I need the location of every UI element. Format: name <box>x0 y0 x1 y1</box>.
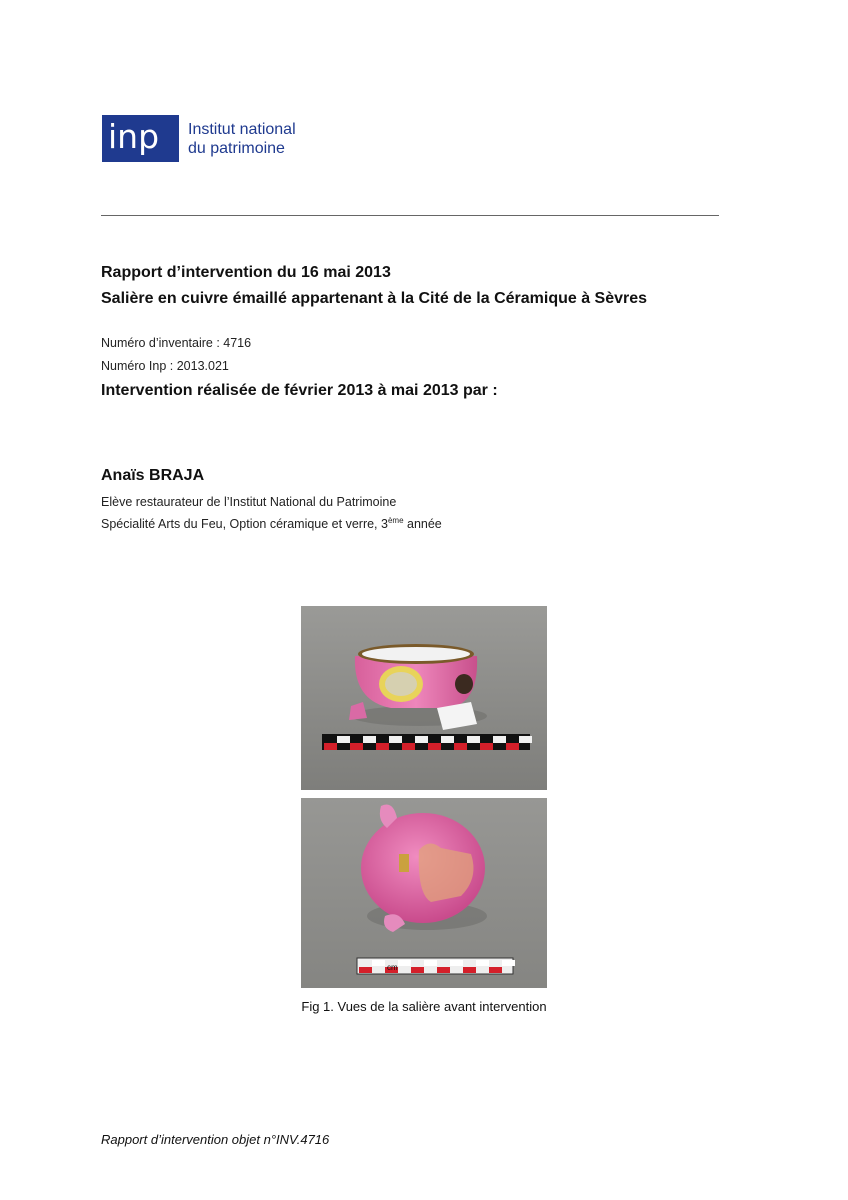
scale-segment <box>415 736 428 743</box>
scale-segment <box>476 960 489 966</box>
inp-logo <box>102 115 296 162</box>
scale-segment <box>363 736 376 743</box>
inp-number: Numéro Inp : 2013.021 <box>101 359 229 373</box>
scale-segment <box>454 743 467 750</box>
scale-segment <box>463 967 476 973</box>
scale-segment <box>450 960 463 966</box>
scale-segment <box>376 743 389 750</box>
logo-line-2: du patrimoine <box>188 139 285 157</box>
scale-segment <box>519 736 532 743</box>
scale-segment <box>411 967 424 973</box>
logo-text <box>188 120 296 158</box>
scale-segment <box>350 743 363 750</box>
author-speciality: Spécialité Arts du Feu, Option céramique et verre, 3ème année <box>101 516 442 532</box>
scale-segment <box>428 743 441 750</box>
scale-segment <box>402 743 415 750</box>
scale-segment <box>467 736 480 743</box>
object-title: Salière en cuivre émaillé appartenant à la Cité de la Céramique à Sèvres <box>101 290 648 307</box>
author-role: Elève restaurateur de l’Institut National du Patrimoine <box>101 495 397 509</box>
scale-segment <box>480 743 493 750</box>
photo-side-view <box>301 606 547 790</box>
photo-top-view <box>301 798 547 988</box>
report-title: Rapport d’intervention du 16 mai 2013 <box>101 264 391 281</box>
scale-segment <box>372 960 385 966</box>
scale-unit-label: cm <box>387 963 398 972</box>
header-divider <box>101 215 719 216</box>
intervention-dates: Intervention réalisée de février 2013 à mai 2013 par : <box>101 382 498 399</box>
scale-segment <box>441 736 454 743</box>
scale-segment <box>398 960 411 966</box>
scale-segment <box>359 967 372 973</box>
scale-segment <box>437 967 450 973</box>
scale-segment <box>493 736 506 743</box>
scale-segment <box>337 736 350 743</box>
author-name: Anaïs BRAJA <box>101 467 205 484</box>
scale-segment <box>389 736 402 743</box>
inventory-number: Numéro d’inventaire : 4716 <box>101 336 252 350</box>
scale-segment <box>324 743 337 750</box>
scale-segment <box>502 960 515 966</box>
scale-segment <box>489 967 502 973</box>
logo-line-1: Institut national <box>188 120 296 138</box>
logo-mark: inp <box>102 115 179 162</box>
scale-segment <box>424 960 437 966</box>
page-footer: Rapport d’intervention objet n°INV.4716 <box>101 1132 330 1147</box>
figure-caption: Fig 1. Vues de la salière avant intervention <box>301 999 547 1014</box>
scale-segment <box>506 743 519 750</box>
